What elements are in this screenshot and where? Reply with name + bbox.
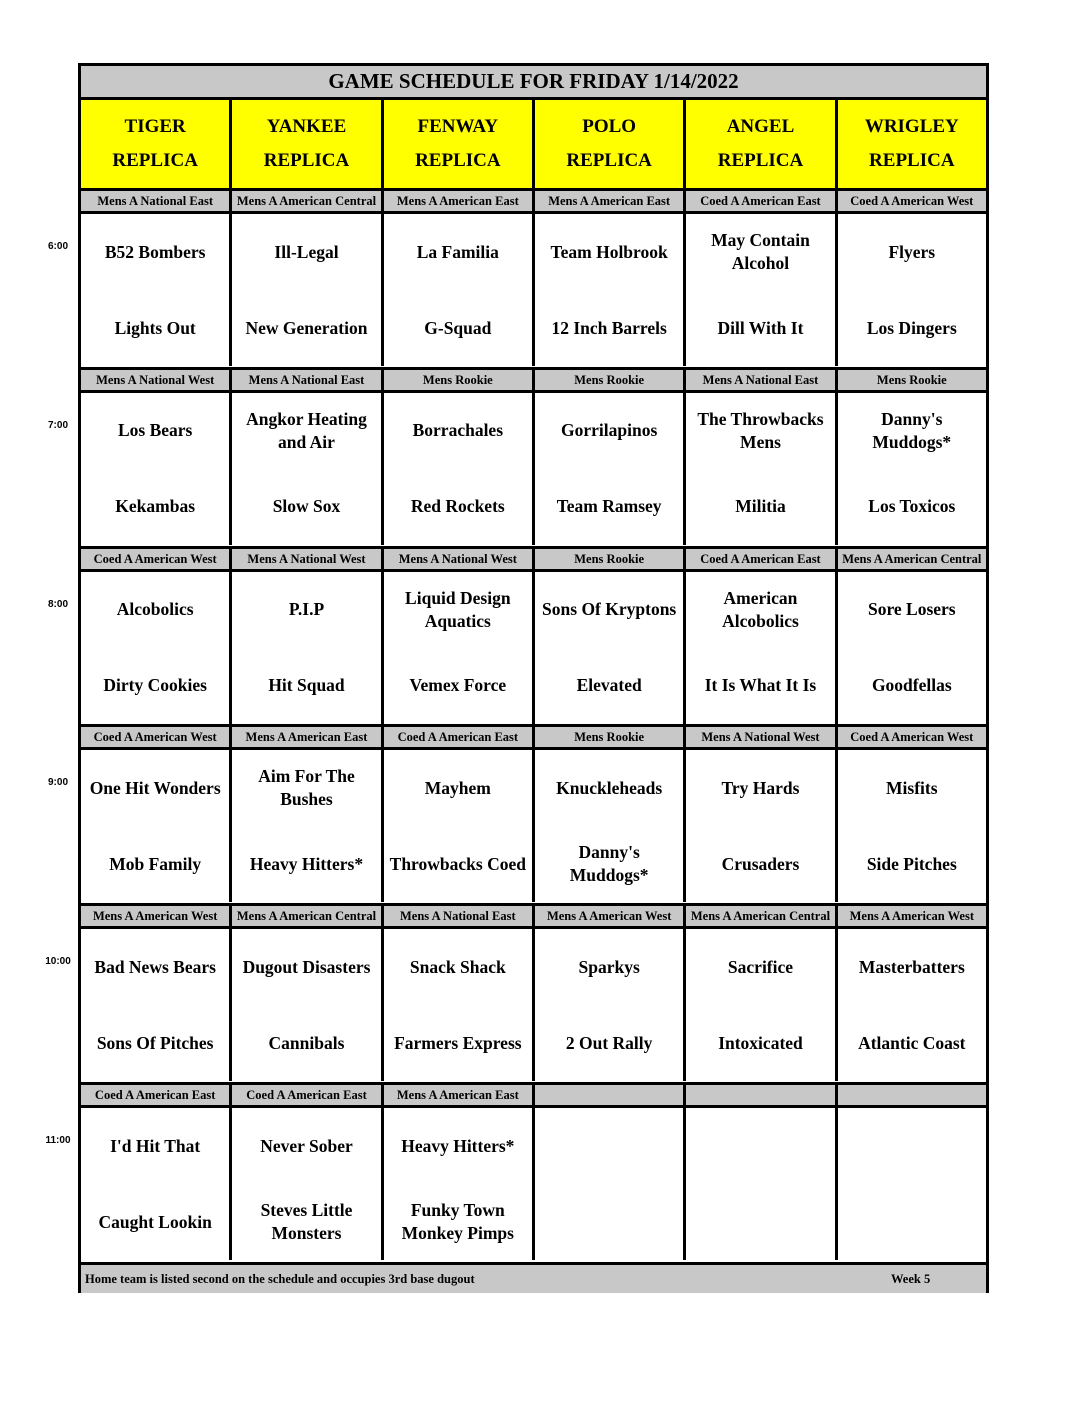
away-team: Snack Shack bbox=[409, 956, 506, 977]
away-team bbox=[838, 1108, 986, 1184]
division-label: Mens Rookie bbox=[535, 370, 686, 390]
game-cell bbox=[81, 214, 232, 366]
game-cell bbox=[838, 750, 986, 902]
home-team: Kekambas bbox=[115, 496, 196, 517]
away-team bbox=[535, 1108, 683, 1184]
division-label: Mens Rookie bbox=[384, 370, 535, 390]
home-team: Los Dingers bbox=[866, 317, 957, 338]
game-cell bbox=[384, 393, 535, 545]
division-label: Mens A National West bbox=[81, 370, 232, 390]
game-cell bbox=[384, 929, 535, 1081]
field-header bbox=[384, 100, 535, 188]
time-label: 6:00 bbox=[47, 241, 68, 252]
field-name: FENWAY bbox=[417, 116, 499, 137]
field-name: WRIGLEY bbox=[864, 116, 959, 137]
division-row bbox=[81, 903, 986, 929]
home-team: Los Toxicos bbox=[868, 496, 956, 517]
division-label: Coed A American West bbox=[81, 727, 232, 747]
division-label: Mens A American West bbox=[849, 909, 975, 924]
home-team: Red Rockets bbox=[410, 496, 505, 517]
away-team: La Familia bbox=[416, 241, 499, 262]
home-team: Caught Lookin bbox=[98, 1211, 212, 1232]
division-label bbox=[686, 1085, 837, 1105]
division-label: Mens A American East bbox=[384, 1085, 535, 1105]
away-team: Heavy Hitters* bbox=[401, 1135, 515, 1156]
home-team: It Is What It Is bbox=[704, 675, 817, 696]
time-label: 7:00 bbox=[47, 419, 68, 431]
division-label: Mens A National West bbox=[384, 549, 535, 569]
division-label: Mens A American Central bbox=[232, 906, 383, 926]
game-cell bbox=[838, 214, 986, 366]
game-cell bbox=[686, 1108, 837, 1260]
away-team: Try Hards bbox=[721, 777, 800, 798]
division-row bbox=[81, 724, 986, 750]
home-team: New Generation bbox=[245, 317, 368, 338]
game-cell bbox=[535, 214, 686, 366]
game-cell bbox=[232, 214, 383, 366]
division-label: Mens A National East bbox=[81, 191, 232, 211]
home-team: Elevated bbox=[576, 675, 642, 696]
home-team: Hit Squad bbox=[268, 675, 345, 696]
division-label: Mens A American Central bbox=[686, 906, 837, 926]
away-team: Sparkys bbox=[578, 956, 640, 977]
game-cell bbox=[384, 214, 535, 366]
division-label: Mens A American West bbox=[81, 906, 232, 926]
field-name: ANGEL bbox=[726, 116, 795, 137]
away-team: Mayhem bbox=[424, 777, 491, 798]
week-label: Week 5 bbox=[891, 1272, 931, 1286]
away-team: Team Holbrook bbox=[550, 241, 668, 262]
field-name: TIGER bbox=[124, 116, 186, 137]
division-label: Mens A National East bbox=[232, 370, 383, 390]
away-team: Borrachales bbox=[412, 420, 504, 441]
time-slot-block bbox=[81, 903, 986, 1081]
game-cell bbox=[384, 1108, 535, 1260]
home-team: 2 Out Rally bbox=[565, 1032, 653, 1053]
game-cell bbox=[535, 1108, 686, 1260]
home-team: Atlantic Coast bbox=[858, 1032, 966, 1053]
game-row bbox=[81, 1108, 986, 1260]
home-team: Farmers Express bbox=[394, 1032, 522, 1053]
division-label: Mens A National East bbox=[686, 370, 837, 390]
away-team: May Contain Alcohol bbox=[711, 230, 810, 273]
away-team bbox=[686, 1108, 834, 1184]
game-cell bbox=[81, 1108, 232, 1260]
home-team-note: Home team is listed second on the schedule and occupies 3rd base dugout bbox=[85, 1272, 475, 1286]
away-team: Sore Losers bbox=[867, 599, 956, 620]
time-slot-block bbox=[81, 1082, 986, 1260]
game-cell bbox=[686, 572, 837, 724]
time-label: 8:00 bbox=[47, 598, 68, 610]
division-label: Mens A American West bbox=[535, 906, 686, 926]
division-label: Coed A American East bbox=[232, 1085, 383, 1105]
home-team: Dirty Cookies bbox=[103, 675, 207, 696]
time-slot-block bbox=[81, 724, 986, 902]
away-team: Gorrilapinos bbox=[561, 420, 658, 441]
division-label: Mens Rookie bbox=[535, 549, 686, 569]
away-team: Dugout Disasters bbox=[242, 956, 371, 977]
field-header bbox=[686, 100, 837, 188]
game-row bbox=[81, 214, 986, 366]
home-team: Side Pitches bbox=[866, 853, 957, 874]
game-cell bbox=[232, 393, 383, 545]
away-team: I'd Hit That bbox=[110, 1135, 201, 1156]
away-team: Never Sober bbox=[260, 1135, 353, 1156]
away-team: Liquid Design Aquatics bbox=[405, 587, 511, 631]
away-team: Aim For The Bushes bbox=[258, 766, 355, 810]
division-label: Mens A National East bbox=[384, 906, 535, 926]
away-team: Misfits bbox=[886, 777, 938, 798]
field-type: REPLICA bbox=[566, 150, 652, 171]
division-row bbox=[81, 546, 986, 572]
away-team: Danny's Muddogs* bbox=[872, 408, 952, 452]
field-header bbox=[232, 100, 383, 188]
away-team: Knuckleheads bbox=[556, 777, 663, 798]
division-label: Mens A American East bbox=[384, 191, 535, 211]
home-team: Vemex Force bbox=[409, 675, 507, 696]
field-type: REPLICA bbox=[263, 150, 350, 171]
away-team: Alcobolics bbox=[116, 599, 194, 620]
field-type: REPLICA bbox=[717, 150, 804, 171]
time-label: 10:00 bbox=[45, 956, 71, 968]
game-cell bbox=[838, 393, 986, 545]
away-team: B52 Bombers bbox=[104, 241, 206, 262]
home-team bbox=[838, 1184, 986, 1260]
division-label: Coed A American East bbox=[686, 549, 837, 569]
game-row bbox=[81, 929, 986, 1081]
division-label: Mens A American East bbox=[535, 191, 686, 211]
home-team: Intoxicated bbox=[718, 1032, 803, 1053]
away-team: Los Bears bbox=[117, 420, 193, 441]
division-label: Mens A National West bbox=[686, 727, 837, 747]
division-label: Mens Rookie bbox=[535, 727, 686, 747]
game-row bbox=[81, 750, 986, 902]
home-team: Slow Sox bbox=[272, 496, 341, 517]
home-team: Steves Little Monsters bbox=[260, 1200, 353, 1243]
division-row bbox=[81, 188, 986, 214]
home-team: Lights Out bbox=[114, 317, 196, 338]
time-slot-block bbox=[81, 188, 986, 366]
home-team: Mob Family bbox=[109, 853, 202, 874]
home-team: Militia bbox=[735, 496, 786, 517]
field-header bbox=[535, 100, 686, 188]
game-cell bbox=[535, 393, 686, 545]
time-slot-block bbox=[81, 546, 986, 724]
game-cell bbox=[81, 750, 232, 902]
field-type: REPLICA bbox=[415, 150, 501, 171]
game-row bbox=[81, 393, 986, 545]
game-cell bbox=[384, 750, 535, 902]
division-label: Mens A American Central bbox=[842, 551, 982, 566]
division-label: Coed A American East bbox=[686, 191, 837, 211]
division-label: Mens Rookie bbox=[876, 372, 947, 387]
division-label: Coed A American West bbox=[850, 730, 974, 745]
division-label: Mens A American Central bbox=[232, 191, 383, 211]
game-cell bbox=[535, 572, 686, 724]
field-name: POLO bbox=[582, 116, 637, 137]
away-team: Bad News Bears bbox=[94, 956, 216, 977]
game-cell bbox=[686, 393, 837, 545]
game-cell bbox=[686, 750, 837, 902]
away-team: P.I.P bbox=[288, 599, 325, 620]
division-row bbox=[81, 1082, 986, 1108]
schedule-sheet bbox=[78, 63, 989, 1293]
game-cell bbox=[838, 929, 986, 1081]
home-team: Funky Town Monkey Pimps bbox=[401, 1200, 514, 1243]
schedule-title: GAME SCHEDULE FOR FRIDAY 1/14/2022 bbox=[81, 66, 986, 100]
game-cell bbox=[686, 214, 837, 366]
home-team: 12 Inch Barrels bbox=[551, 317, 667, 338]
field-name: YANKEE bbox=[266, 116, 347, 137]
home-team: Crusaders bbox=[721, 853, 800, 874]
game-cell bbox=[686, 929, 837, 1081]
home-team: Heavy Hitters* bbox=[249, 853, 364, 874]
time-label: 9:00 bbox=[47, 777, 68, 789]
division-label: Mens A National West bbox=[232, 549, 383, 569]
division-label: Coed A American East bbox=[81, 1085, 232, 1105]
field-type: REPLICA bbox=[112, 150, 198, 171]
division-label: Coed A American West bbox=[850, 194, 974, 208]
game-cell bbox=[232, 929, 383, 1081]
division-label bbox=[535, 1085, 686, 1105]
game-cell bbox=[838, 572, 986, 724]
home-team bbox=[686, 1184, 834, 1260]
home-team: Sons Of Pitches bbox=[96, 1032, 214, 1053]
home-team: Goodfellas bbox=[871, 675, 952, 696]
home-team: Danny's Muddogs* bbox=[569, 842, 649, 886]
away-team: Sacrifice bbox=[727, 956, 794, 977]
away-team: One Hit Wonders bbox=[89, 777, 221, 798]
home-team: Dill With It bbox=[717, 317, 804, 338]
away-team: The Throwbacks Mens bbox=[697, 408, 824, 452]
home-team bbox=[535, 1184, 683, 1260]
field-header bbox=[81, 100, 232, 188]
field-header bbox=[838, 100, 986, 188]
home-team: Throwbacks Coed bbox=[389, 853, 526, 874]
schedule-footer bbox=[81, 1262, 986, 1293]
game-cell bbox=[81, 929, 232, 1081]
time-label: 11:00 bbox=[45, 1135, 71, 1146]
game-row bbox=[81, 572, 986, 724]
game-cell bbox=[535, 750, 686, 902]
division-label: Coed A American East bbox=[384, 727, 535, 747]
division-label: Coed A American West bbox=[81, 549, 232, 569]
division-label bbox=[838, 1085, 986, 1105]
game-cell bbox=[384, 572, 535, 724]
game-cell bbox=[81, 393, 232, 545]
away-team: Ill-Legal bbox=[274, 241, 339, 262]
division-label: Mens A American East bbox=[232, 727, 383, 747]
game-cell bbox=[232, 750, 383, 902]
time-slot-block bbox=[81, 367, 986, 545]
game-cell bbox=[232, 1108, 383, 1260]
home-team: Cannibals bbox=[268, 1032, 345, 1053]
game-cell bbox=[838, 1108, 986, 1260]
home-team: G-Squad bbox=[424, 317, 492, 338]
field-type: REPLICA bbox=[869, 150, 955, 171]
away-team: Masterbatters bbox=[858, 956, 965, 977]
game-cell bbox=[232, 572, 383, 724]
away-team: American Alcobolics bbox=[722, 587, 799, 631]
game-cell bbox=[535, 929, 686, 1081]
field-header-row bbox=[81, 100, 986, 188]
away-team: Sons Of Kryptons bbox=[542, 599, 677, 620]
division-row bbox=[81, 367, 986, 393]
home-team: Team Ramsey bbox=[556, 496, 662, 517]
away-team: Flyers bbox=[888, 241, 936, 262]
game-cell bbox=[81, 572, 232, 724]
away-team: Angkor Heating and Air bbox=[246, 408, 367, 452]
